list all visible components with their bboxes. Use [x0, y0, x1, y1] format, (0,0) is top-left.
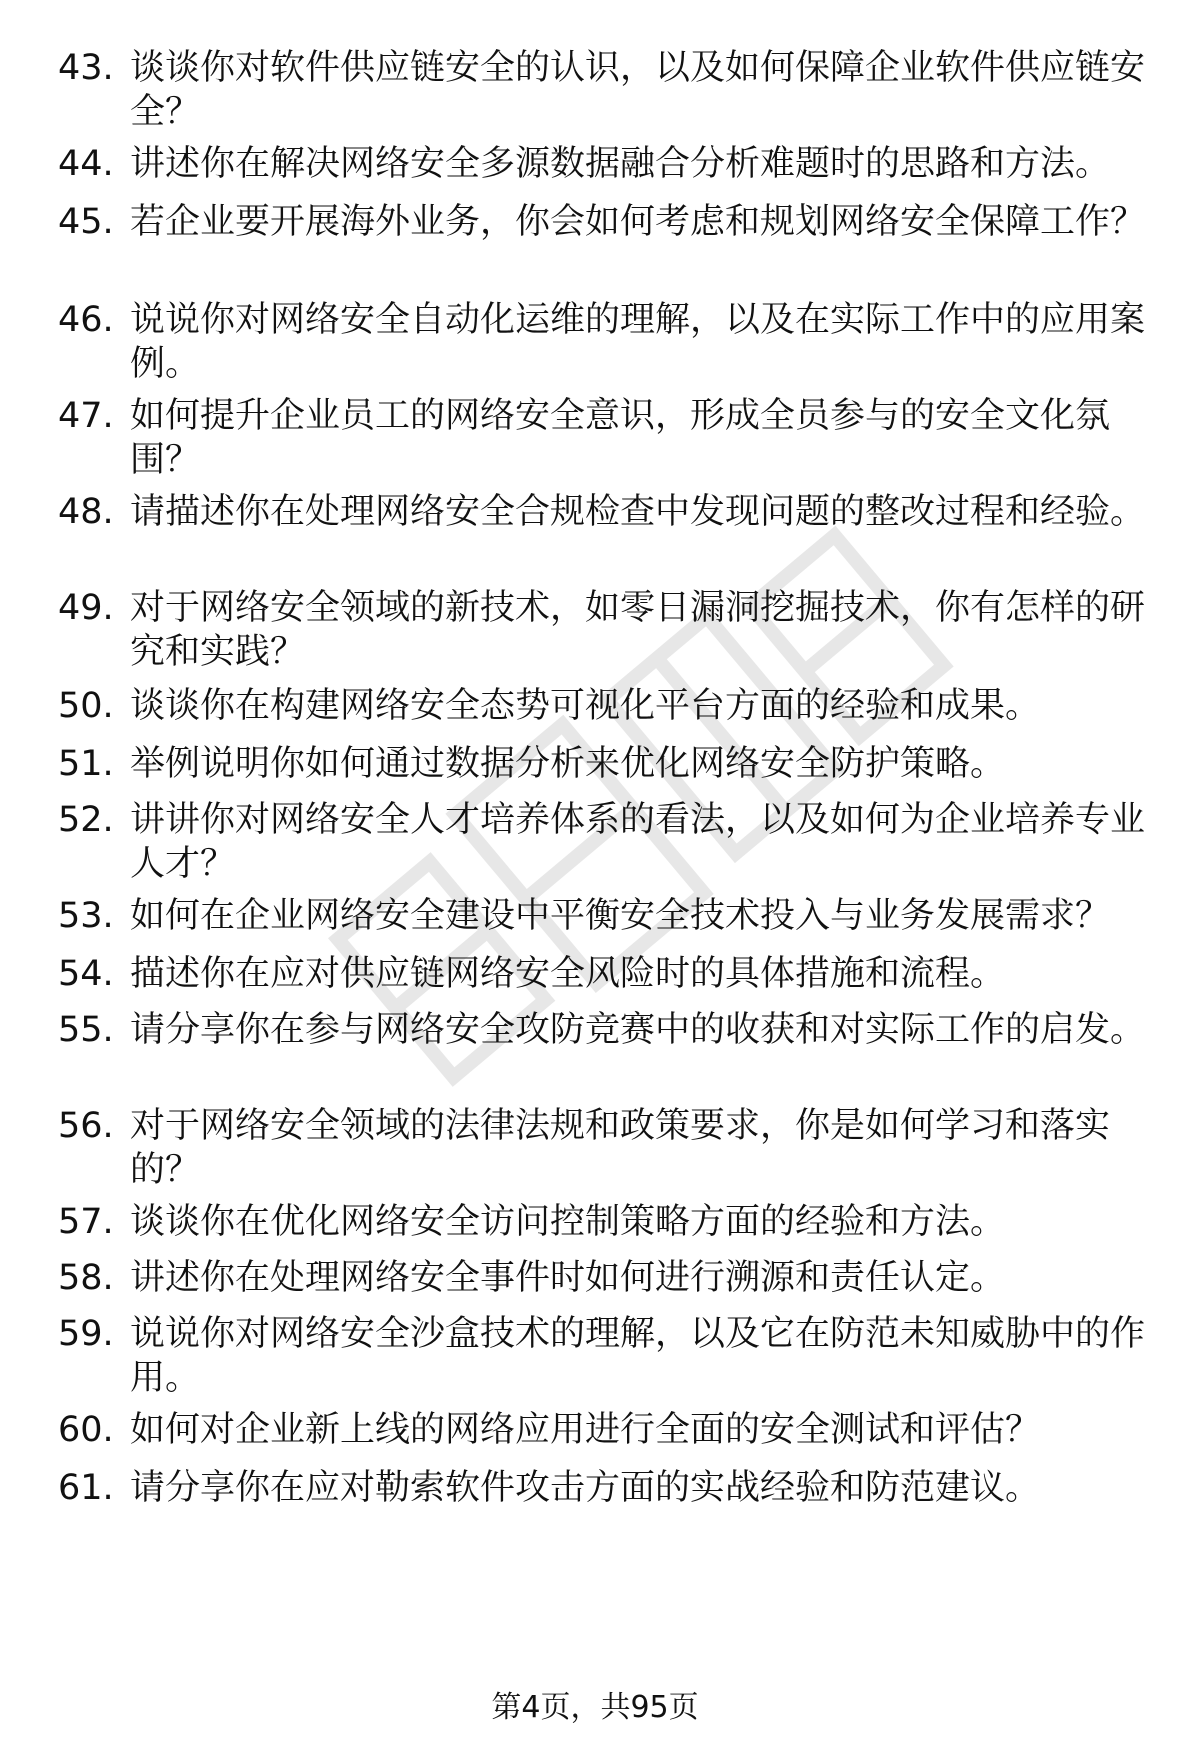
question-text: 谈谈你在优化网络安全访问控制策略方面的经验和方法。	[130, 1202, 1006, 1242]
question-item	[58, 200, 1158, 244]
question-number: 61.	[58, 1468, 114, 1508]
question-number: 54.	[58, 954, 114, 994]
question-text: 举例说明你如何通过数据分析来优化网络安全防护策略。	[130, 744, 1006, 784]
question-item	[58, 952, 1158, 996]
question-item	[58, 394, 1158, 482]
question-number: 50.	[58, 686, 114, 726]
question-item	[58, 684, 1158, 728]
question-text: 请分享你在应对勒索软件攻击方面的实战经验和防范建议。	[130, 1468, 1041, 1508]
question-number: 58.	[58, 1258, 114, 1298]
question-number: 57.	[58, 1202, 114, 1242]
question-text: 说说你对网络安全沙盒技术的理解，以及它在防范未知威胁中的作用。	[130, 1314, 1146, 1398]
question-text: 谈谈你对软件供应链安全的认识，以及如何保障企业软件供应链安全？	[130, 48, 1146, 132]
question-number: 60.	[58, 1410, 114, 1450]
question-item	[58, 742, 1158, 786]
question-text: 请描述你在处理网络安全合规检查中发现问题的整改过程和经验。	[130, 492, 1146, 532]
question-number: 47.	[58, 396, 114, 436]
question-text: 说说你对网络安全自动化运维的理解，以及在实际工作中的应用案例。	[130, 300, 1146, 384]
question-number: 55.	[58, 1010, 114, 1050]
page-footer: 第4页，共95页	[491, 1690, 699, 1725]
question-item	[58, 1256, 1158, 1300]
question-number: 43.	[58, 48, 114, 88]
question-text: 对于网络安全领域的新技术，如零日漏洞挖掘技术，你有怎样的研究和实践？	[130, 588, 1146, 672]
question-text: 描述你在应对供应链网络安全风险时的具体措施和流程。	[130, 954, 1006, 994]
question-item	[58, 46, 1158, 134]
question-item	[58, 490, 1158, 534]
question-item	[58, 1408, 1158, 1452]
question-item	[58, 142, 1158, 186]
question-text: 对于网络安全领域的法律法规和政策要求，你是如何学习和落实的？	[130, 1106, 1111, 1190]
question-text: 如何在企业网络安全建设中平衡安全技术投入与业务发展需求？	[130, 896, 1111, 936]
question-text: 讲述你在处理网络安全事件时如何进行溯源和责任认定。	[130, 1258, 1006, 1298]
question-item	[58, 894, 1158, 938]
question-item	[58, 1200, 1158, 1244]
question-text: 讲述你在解决网络安全多源数据融合分析难题时的思路和方法。	[130, 144, 1111, 184]
question-number: 51.	[58, 744, 114, 784]
question-text: 请分享你在参与网络安全攻防竞赛中的收获和对实际工作的启发。	[130, 1010, 1146, 1050]
question-item	[58, 1008, 1158, 1052]
question-text: 讲讲你对网络安全人才培养体系的看法，以及如何为企业培养专业人才？	[130, 800, 1146, 884]
question-item	[58, 1466, 1158, 1510]
question-text: 若企业要开展海外业务，你会如何考虑和规划网络安全保障工作？	[130, 202, 1146, 242]
question-number: 44.	[58, 144, 114, 184]
question-number: 48.	[58, 492, 114, 532]
question-item	[58, 298, 1158, 386]
question-text: 谈谈你在构建网络安全态势可视化平台方面的经验和成果。	[130, 686, 1041, 726]
question-number: 46.	[58, 300, 114, 340]
question-number: 49.	[58, 588, 114, 628]
question-item	[58, 1104, 1158, 1192]
question-number: 53.	[58, 896, 114, 936]
question-item	[58, 798, 1158, 886]
question-number: 56.	[58, 1106, 114, 1146]
question-item	[58, 586, 1158, 674]
question-number: 59.	[58, 1314, 114, 1354]
question-text: 如何对企业新上线的网络应用进行全面的安全测试和评估？	[130, 1410, 1041, 1450]
question-number: 45.	[58, 202, 114, 242]
question-item	[58, 1312, 1158, 1400]
question-number: 52.	[58, 800, 114, 840]
question-text: 如何提升企业员工的网络安全意识，形成全员参与的安全文化氛围？	[130, 396, 1111, 480]
